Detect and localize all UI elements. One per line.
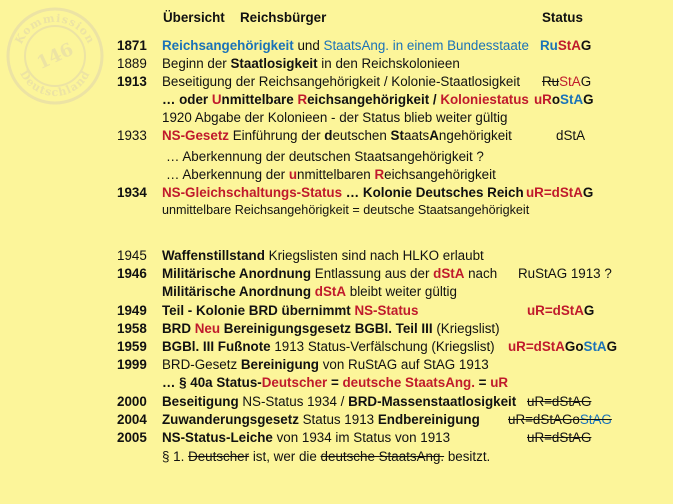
stamp-number: 146	[33, 38, 77, 74]
year-1958: 1958	[117, 321, 147, 336]
row-1949-text: Teil - Kolonie BRD übernimmt NS-Status	[162, 303, 419, 318]
year-2000: 2000	[117, 394, 147, 409]
row-1946-text: Militärische Anordnung Entlassung aus der dStA nach	[162, 266, 498, 281]
status-1913b: uRoStAG	[534, 92, 594, 107]
year-1945: 1945	[117, 248, 147, 263]
year-1933: 1933	[117, 128, 147, 143]
status-2004: uR=dStAGoStAG	[508, 412, 612, 427]
row-1920-text: 1920 Abgabe der Kolonieen - der Status blieb weiter gültig	[162, 110, 508, 125]
row-1933b-text: … Aberkennung der deutschen Staatsangehörigkeit ?	[166, 149, 484, 164]
header-subtitle: Reichsbürger	[240, 10, 327, 25]
status-1946: RuStAG 1913 ?	[518, 266, 612, 281]
status-1913: RuStAG	[542, 74, 592, 89]
row-1934-text: NS-Gleichschaltungs-Status … Kolonie Deutsches Reich	[162, 185, 524, 200]
header-status: Status	[542, 10, 583, 25]
row-1959-text: BGBl. III Fußnote 1913 Status-Verfälschung (Kriegslist)	[162, 339, 495, 354]
year-1871: 1871	[117, 38, 147, 53]
row-2005-text: NS-Status-Leiche von 1934 im Status von 1913	[162, 430, 451, 445]
status-2005: uR=dStAG	[527, 430, 592, 445]
year-1949: 1949	[117, 303, 147, 318]
stamp-top-text: Kommission	[12, 11, 98, 47]
row-1934b-text: unmittelbare Reichsangehörigkeit = deutsche Staatsangehörigkeit	[162, 203, 530, 217]
row-1933c-text: … Aberkennung der unmittelbaren Reichsangehörigkeit	[166, 167, 496, 182]
row-2000-text: Beseitigung NS-Status 1934 / BRD-Massenstaatlosigkeit	[162, 394, 517, 409]
status-1933: dStA	[556, 128, 586, 143]
row-1871-text: Reichsangehörigkeit und StaatsAng. in einem Bundesstaate	[162, 38, 529, 53]
status-1934: uR=dStAG	[526, 185, 594, 200]
row-1999b-text: … § 40a Status-Deutscher = deutsche StaatsAng. = uR	[162, 375, 509, 390]
row-2005b-text: § 1. Deutscher ist, wer die deutsche StaatsAng. besitzt.	[162, 449, 491, 464]
row-1913-text: Beseitigung der Reichsangehörigkeit / Kolonie-Staatlosigkeit	[162, 74, 521, 89]
row-1946b-text: Militärische Anordnung dStA bleibt weiter gültig	[162, 284, 457, 299]
header-title: Übersicht	[163, 10, 225, 25]
year-1889: 1889	[117, 56, 147, 71]
status-1871: RuStAG	[540, 38, 592, 53]
year-2005: 2005	[117, 430, 147, 445]
year-1946: 1946	[117, 266, 147, 281]
svg-text:Kommission	[12, 12, 97, 47]
kommission-stamp	[5, 6, 105, 106]
row-1889-text: Beginn der Staatlosigkeit in den Reichskolonieen	[162, 56, 460, 71]
status-1959: uR=dStAGoStAG	[508, 339, 618, 354]
row-1913b-text: … oder Unmittelbare Reichsangehörigkeit / Koloniestatus	[162, 92, 529, 107]
year-1934: 1934	[117, 185, 147, 200]
status-1949: uR=dStAG	[527, 303, 595, 318]
stamp-bottom-text: Deutschland	[17, 67, 93, 100]
status-2000: uR=dStAG	[527, 394, 592, 409]
year-1959: 1959	[117, 339, 147, 354]
year-1913: 1913	[117, 74, 147, 89]
year-1999: 1999	[117, 357, 147, 372]
row-1945-text: Waffenstillstand Kriegslisten sind nach HLKO erlaubt	[162, 248, 484, 263]
row-1958-text: BRD Neu Bereinigungsgesetz BGBl. Teil III (Kriegslist)	[162, 321, 500, 336]
row-1933-text: NS-Gesetz Einführung der deutschen StaatsAngehörigkeit	[162, 128, 512, 143]
row-1999-text: BRD-Gesetz Bereinigung von RuStAG auf StAG 1913	[162, 357, 489, 372]
row-2004-text: Zuwanderungsgesetz Status 1913 Endbereinigung	[162, 412, 480, 427]
year-2004: 2004	[117, 412, 147, 427]
